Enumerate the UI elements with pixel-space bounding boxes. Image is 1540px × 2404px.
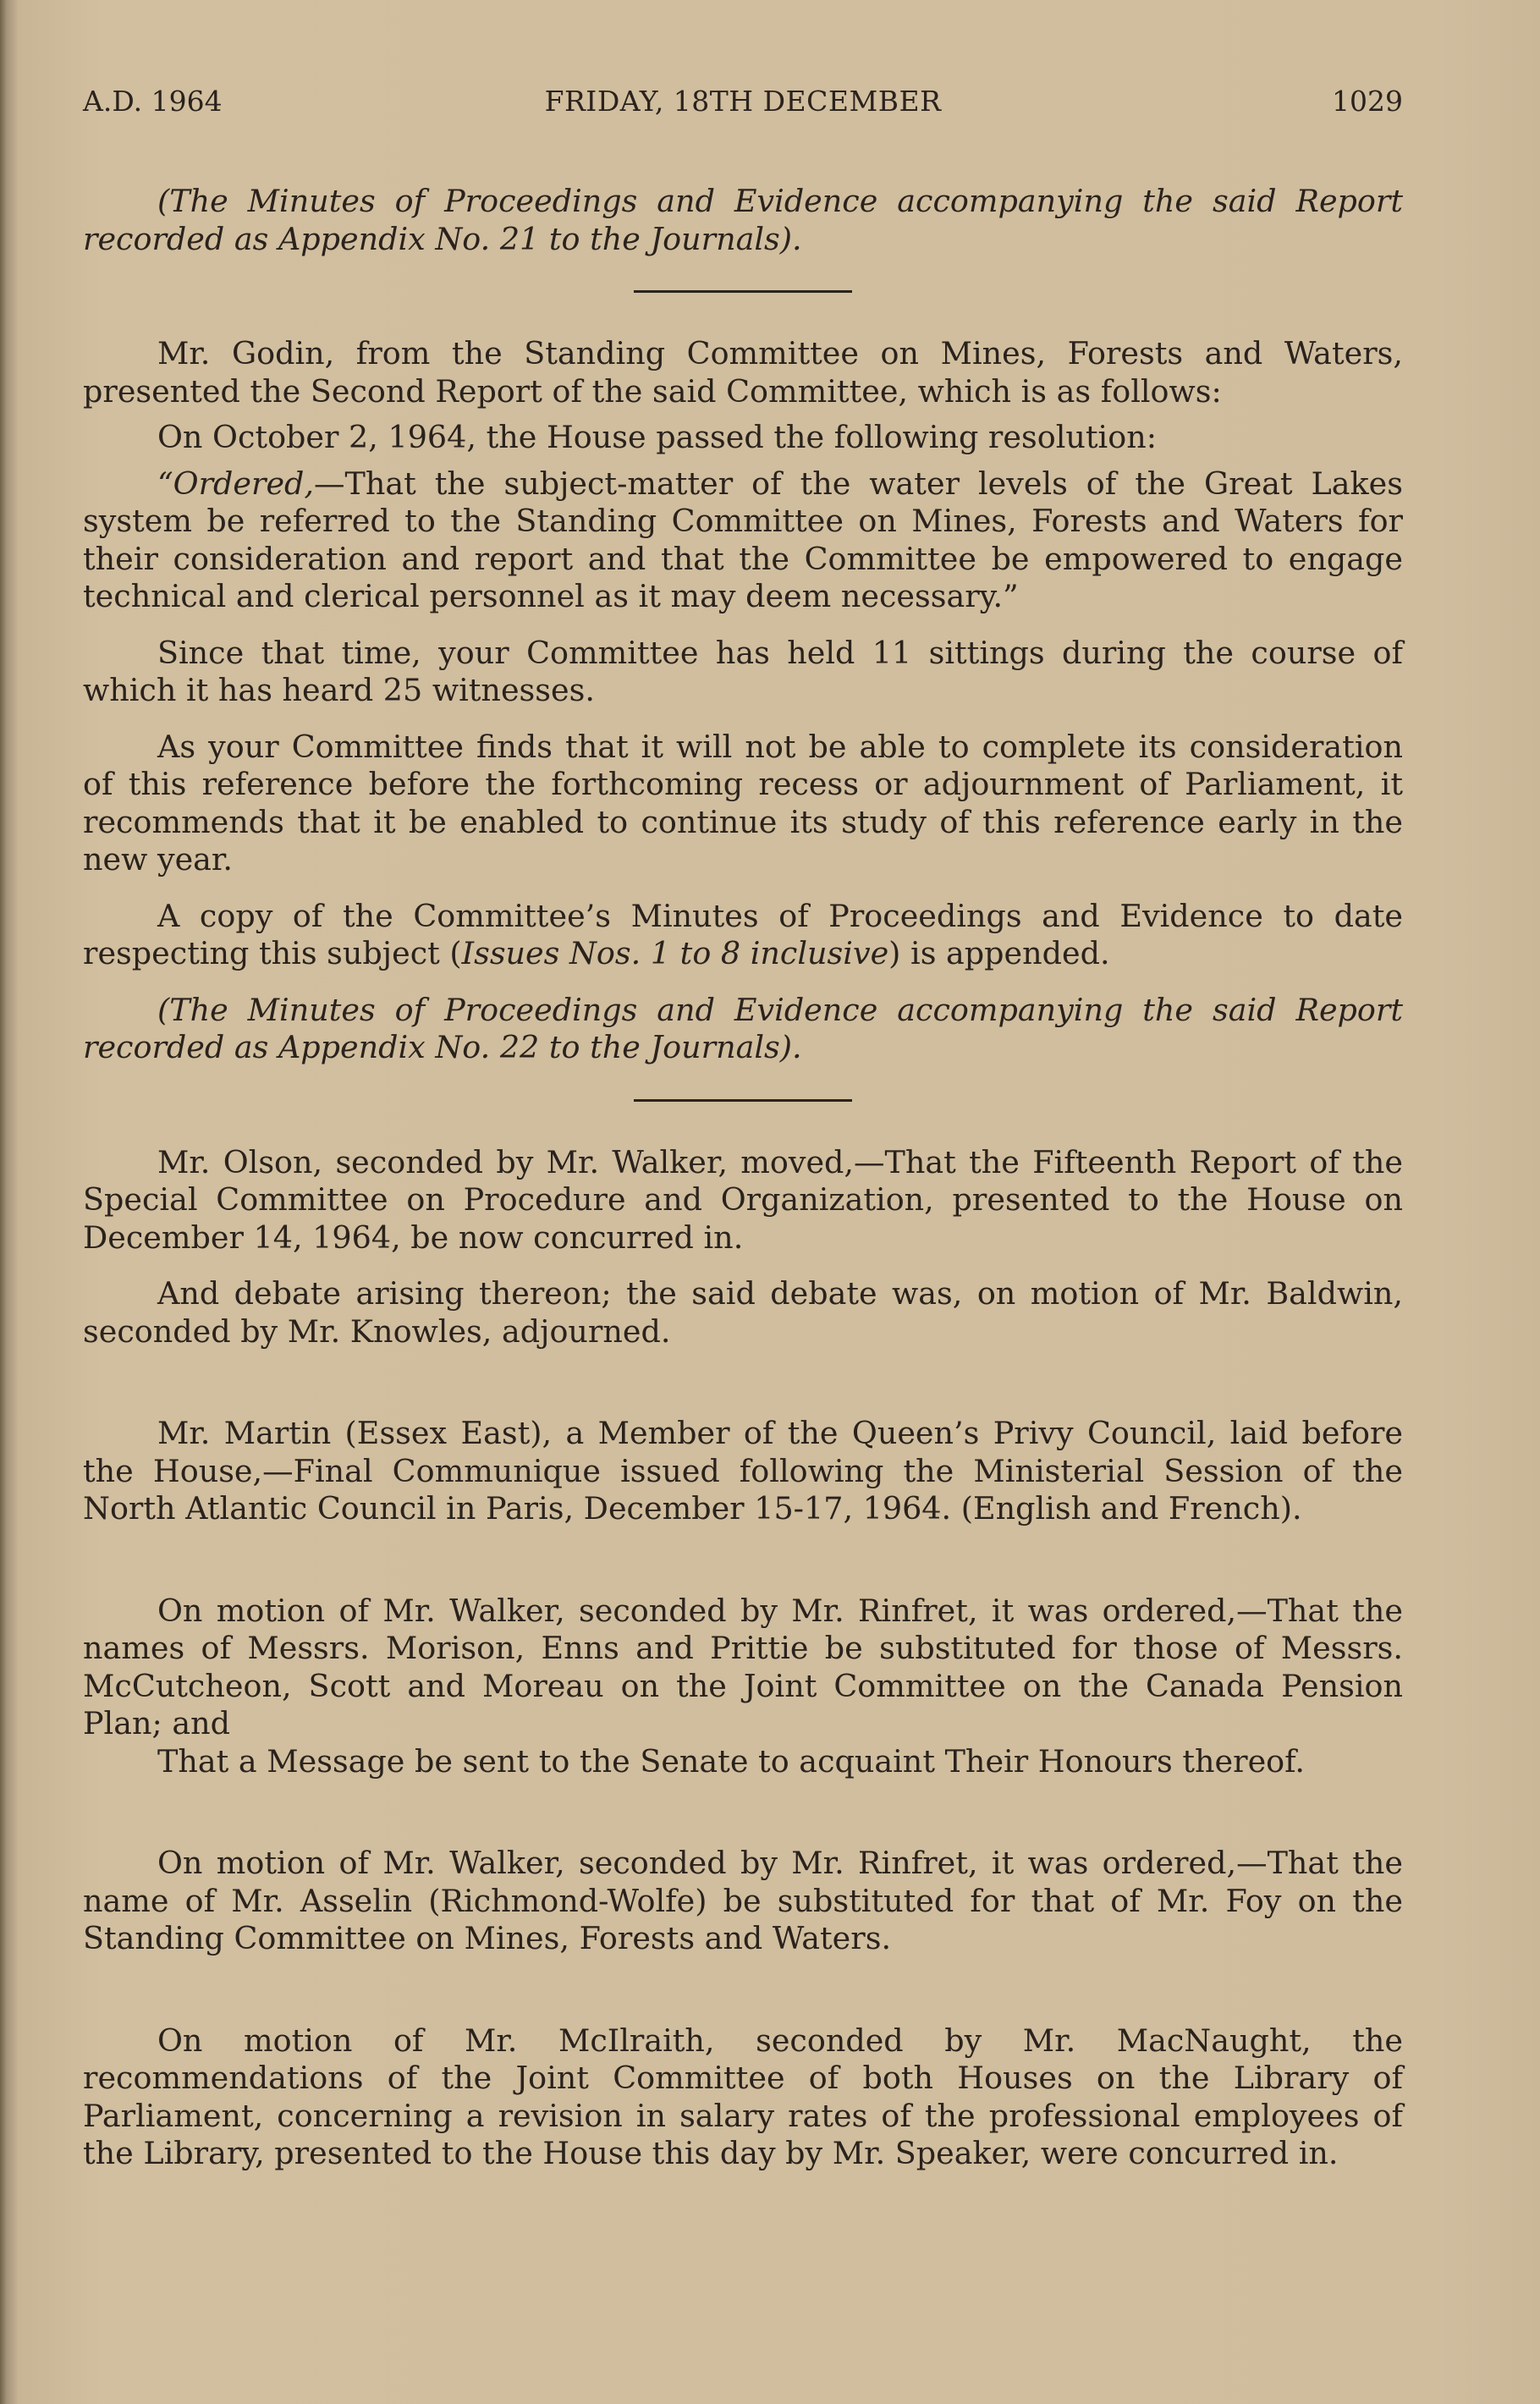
page-number: 1029 bbox=[1332, 85, 1403, 118]
running-header bbox=[83, 85, 1403, 127]
godin-october-resolution: On October 2, 1964, the House passed the following resolution: bbox=[157, 419, 1157, 455]
copy-text-end: ) is appended. bbox=[888, 935, 1110, 971]
olson-motion: Mr. Olson, seconded by Mr. Walker, moved,—That the Fifteenth Report of the Special Committee on Procedure and Organization, presented to the House on December 14, 1964, be now concurred in. bbox=[83, 1143, 1403, 1256]
olson-debate: And debate arising thereon; the said debate was, on motion of Mr. Baldwin, seconded by Mr. Knowles, adjourned. bbox=[83, 1275, 1403, 1350]
header-year: A.D. 1964 bbox=[83, 85, 223, 118]
godin-recommendation: As your Committee finds that it will not be able to complete its consideration of this reference before the forthcoming recess or adjournment of Parliament, it recommends that it be enabled to continue its study of this reference early in the new year. bbox=[83, 728, 1403, 877]
copy-text-start: A copy of the Committee’s Minutes of Proceedings and Evidence to date respecting this subject ( bbox=[83, 897, 1403, 971]
header-date: FRIDAY, 18TH DECEMBER bbox=[544, 85, 942, 118]
page-body bbox=[83, 183, 1403, 2173]
ordered-text: —That the subject-matter of the water levels of the Great Lakes system be referred to the Standing Committee on Mines, Forests and Waters for their consideration and report and that the Committee be empowered to engage technical and clerical personnel as it may deem necessary.” bbox=[83, 465, 1403, 614]
copy-issues: Issues Nos. 1 to 8 inclusive bbox=[461, 935, 889, 971]
walker-motion-asselin: On motion of Mr. Walker, seconded by Mr. Rinfret, it was ordered,—That the name of Mr. Asselin (Richmond-Wolfe) be substituted for that of Mr. Foy on the Standing Committee on Mines, Forests and Waters. bbox=[83, 1845, 1403, 1956]
godin-sittings: Since that time, your Committee has held 11 sittings during the course of which it has heard 25 witnesses. bbox=[83, 634, 1403, 708]
mcilraith-motion: On motion of Mr. McIlraith, seconded by Mr. MacNaught, the recommendations of the Joint Committee of both Houses on the Library of Parliament, concerning a revision in salary rates of the professional employees of the Library, presented to the House this day by Mr. Speaker, were concurred in. bbox=[83, 2022, 1403, 2171]
godin-copy-appended bbox=[83, 898, 1403, 973]
martin-communique: Mr. Martin (Essex East), a Member of the Queen’s Privy Council, laid before the House,—Final Communique issued following the Ministerial Session of the North Atlantic Council in Paris, December 15-17, 1964. (English and French). bbox=[83, 1415, 1403, 1527]
walker-motion-canada-pension: On motion of Mr. Walker, seconded by Mr. Rinfret, it was ordered,—That the names of Messrs. Morison, Enns and Prittie be substituted for those of Messrs. McCutcheon, Scott and Moreau on the Joint Committee on the Canada Pension Plan; and bbox=[83, 1592, 1403, 1741]
ordered-word: “Ordered, bbox=[157, 465, 315, 502]
appendix-22-note: (The Minutes of Proceedings and Evidence accompanying the said Report recorded as Appendix No. 22 to the Journals). bbox=[83, 991, 1403, 1065]
walker-message-senate: That a Message be sent to the Senate to acquaint Their Honours thereof. bbox=[157, 1742, 1305, 1780]
appendix-21-note: (The Minutes of Proceedings and Evidence accompanying the said Report recorded as Appendix No. 21 to the Journals). bbox=[83, 183, 1403, 257]
godin-ordered-resolution bbox=[83, 465, 1403, 616]
godin-report-intro: Mr. Godin, from the Standing Committee on Mines, Forests and Waters, presented the Second Report of the said Committee, which is as follows: bbox=[83, 335, 1403, 410]
